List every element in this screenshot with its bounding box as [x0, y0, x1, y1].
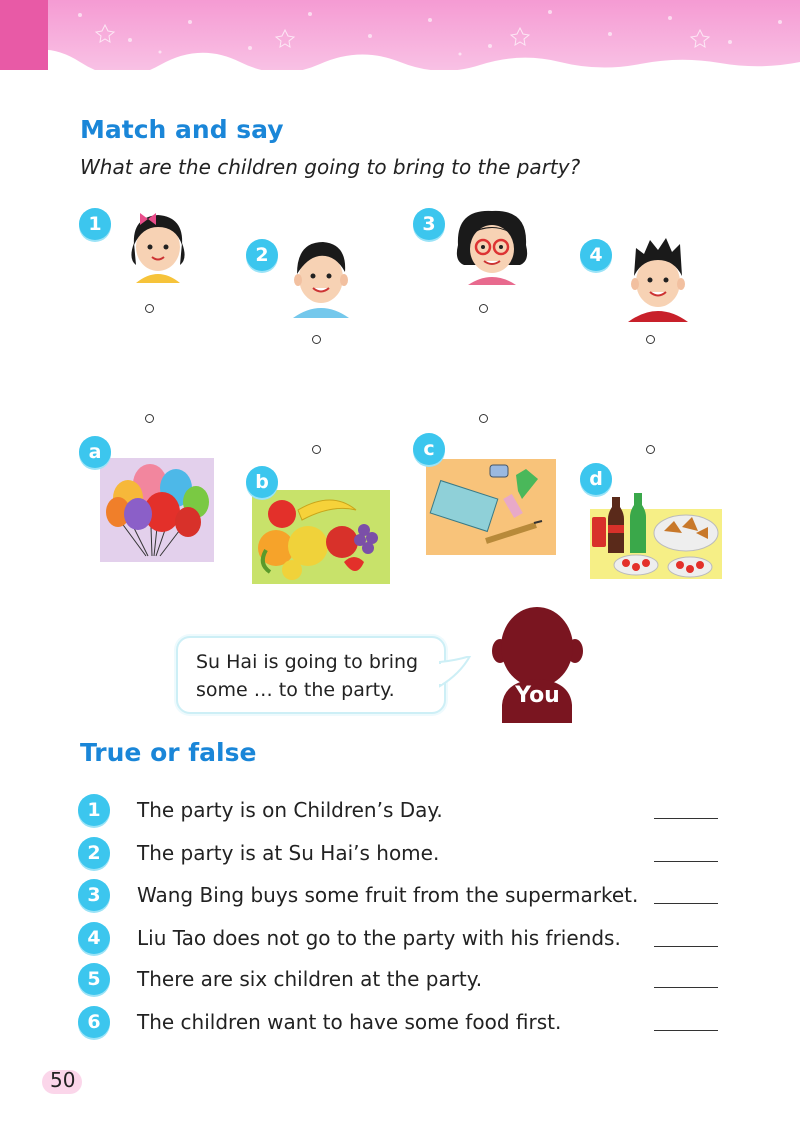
page-number: 50	[50, 1068, 76, 1092]
match-dot-child-1[interactable]	[145, 304, 154, 313]
top-banner	[0, 0, 800, 70]
statement-text: The party is on Children’s Day.	[137, 798, 443, 822]
speech-bubble	[176, 636, 446, 714]
statement-row	[0, 1006, 800, 1042]
balloons-icon	[98, 456, 216, 564]
statement-row	[0, 879, 800, 915]
child-number-3: 3	[413, 208, 445, 240]
statement-number: 2	[78, 837, 110, 869]
match-dot-child-4[interactable]	[646, 335, 655, 344]
match-question: What are the children going to bring to the party?	[80, 155, 581, 179]
match-section-title: Match and say	[80, 115, 284, 144]
girl-with-glasses-icon	[450, 205, 534, 287]
item-letter-c: c	[413, 433, 445, 465]
you-silhouette	[490, 605, 585, 723]
statement-text: The children want to have some food first.	[137, 1010, 562, 1034]
statement-row	[0, 794, 800, 830]
statement-number: 5	[78, 963, 110, 995]
boy-red-shirt-icon	[622, 234, 694, 324]
statement-number: 1	[78, 794, 110, 826]
speech-line-1: Su Hai is going to bring	[196, 651, 419, 673]
match-dot-item-a[interactable]	[145, 414, 154, 423]
drinks-and-food-icon	[590, 487, 722, 587]
banner-tab	[0, 0, 48, 70]
item-letter-a: a	[79, 436, 111, 468]
speech-bubble-tail	[436, 656, 476, 696]
statement-row	[0, 922, 800, 958]
party-toys-icon	[426, 459, 556, 555]
match-dot-item-d[interactable]	[646, 445, 655, 454]
fruit-icon	[252, 490, 390, 584]
statement-number: 4	[78, 922, 110, 954]
child-number-2: 2	[246, 239, 278, 271]
statement-text: There are six children at the party.	[137, 967, 483, 991]
match-dot-child-3[interactable]	[479, 304, 488, 313]
girl-with-bow-icon	[122, 205, 194, 287]
statement-text: The party is at Su Hai’s home.	[137, 841, 440, 865]
statement-row	[0, 837, 800, 873]
statement-number: 3	[78, 879, 110, 911]
answer-blank-5[interactable]	[654, 987, 718, 988]
match-dot-item-b[interactable]	[312, 445, 321, 454]
statement-number: 6	[78, 1006, 110, 1038]
statement-text: Wang Bing buys some fruit from the supermarket.	[137, 883, 639, 907]
speech-line-2: some … to the party.	[196, 679, 395, 701]
answer-blank-2[interactable]	[654, 861, 718, 862]
answer-blank-1[interactable]	[654, 818, 718, 819]
answer-blank-4[interactable]	[654, 946, 718, 947]
statement-text: Liu Tao does not go to the party with his friends.	[137, 926, 621, 950]
answer-blank-6[interactable]	[654, 1030, 718, 1031]
star-pattern-banner	[0, 0, 800, 70]
you-label: You	[515, 683, 560, 708]
match-dot-item-c[interactable]	[479, 414, 488, 423]
item-letter-b: b	[246, 466, 278, 498]
answer-blank-3[interactable]	[654, 903, 718, 904]
statement-row	[0, 963, 800, 999]
speech-text	[196, 648, 418, 704]
child-number-4: 4	[580, 239, 612, 271]
truefalse-section-title: True or false	[80, 738, 257, 767]
match-dot-child-2[interactable]	[312, 335, 321, 344]
item-letter-d: d	[580, 463, 612, 495]
child-number-1: 1	[79, 208, 111, 240]
boy-icon	[285, 232, 357, 320]
